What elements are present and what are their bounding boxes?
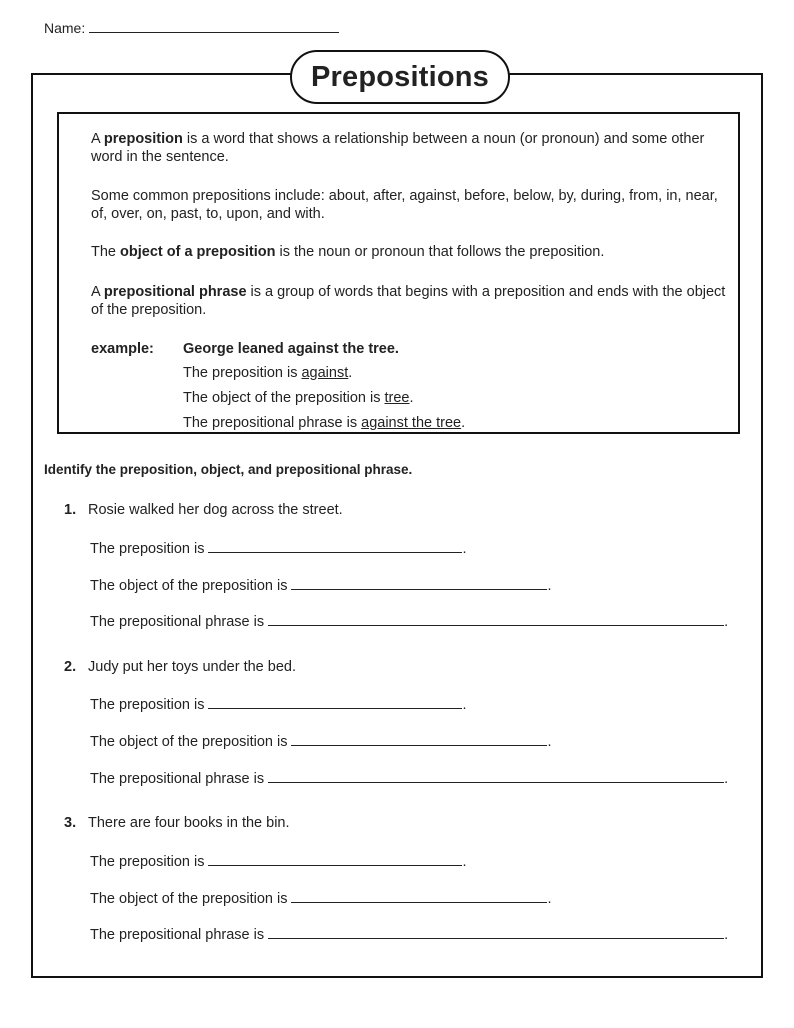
answer-phrase-1: The prepositional phrase is .: [90, 614, 729, 630]
answer-blank[interactable]: [268, 925, 724, 939]
answer-blank[interactable]: [268, 612, 724, 626]
name-field-row: [44, 20, 339, 36]
example-object: The object of the preposition is tree.: [183, 390, 414, 406]
definition-box: [57, 112, 740, 434]
definition-phrase: A prepositional phrase is a group of words that begins with a preposition and ends with the object of the preposition.: [91, 284, 726, 318]
page-title: Prepositions: [290, 50, 510, 104]
question-2: 2. Judy put her toys under the bed.: [64, 659, 296, 675]
answer-blank[interactable]: [291, 889, 547, 903]
instructions: Identify the preposition, object, and prepositional phrase.: [44, 462, 413, 477]
question-1: 1. Rosie walked her dog across the street.: [64, 502, 343, 518]
common-prepositions-text: Some common prepositions include: about, after, against, before, below, by, during, from, in, near, of, over, on, past, to, upon, and with.: [91, 188, 718, 222]
answer-blank[interactable]: [208, 539, 462, 553]
answer-preposition-2: The preposition is .: [90, 697, 467, 713]
answer-blank[interactable]: [208, 852, 462, 866]
definition-object: The object of a preposition is the noun or pronoun that follows the preposition.: [91, 244, 605, 260]
example-sentence: George leaned against the tree.: [183, 341, 399, 357]
example-preposition: The preposition is against.: [183, 365, 353, 381]
answer-blank[interactable]: [268, 769, 724, 783]
question-3: 3. There are four books in the bin.: [64, 815, 290, 831]
answer-phrase-3: The prepositional phrase is .: [90, 927, 729, 943]
name-label: Name:: [44, 20, 86, 36]
answer-blank[interactable]: [291, 576, 547, 590]
answer-object-1: The object of the preposition is .: [90, 578, 552, 594]
example-phrase: The prepositional phrase is against the tree.: [183, 415, 466, 431]
answer-preposition-1: The preposition is .: [90, 541, 467, 557]
definition-preposition: A preposition is a word that shows a relationship between a noun (or pronoun) and some other word in the sentence.: [91, 131, 705, 165]
answer-blank[interactable]: [208, 695, 462, 709]
answer-preposition-3: The preposition is .: [90, 854, 467, 870]
answer-object-2: The object of the preposition is .: [90, 734, 552, 750]
example-label: example:: [91, 341, 154, 357]
answer-blank[interactable]: [291, 732, 547, 746]
name-blank-line[interactable]: [89, 20, 339, 33]
answer-object-3: The object of the preposition is .: [90, 891, 552, 907]
answer-phrase-2: The prepositional phrase is .: [90, 771, 729, 787]
